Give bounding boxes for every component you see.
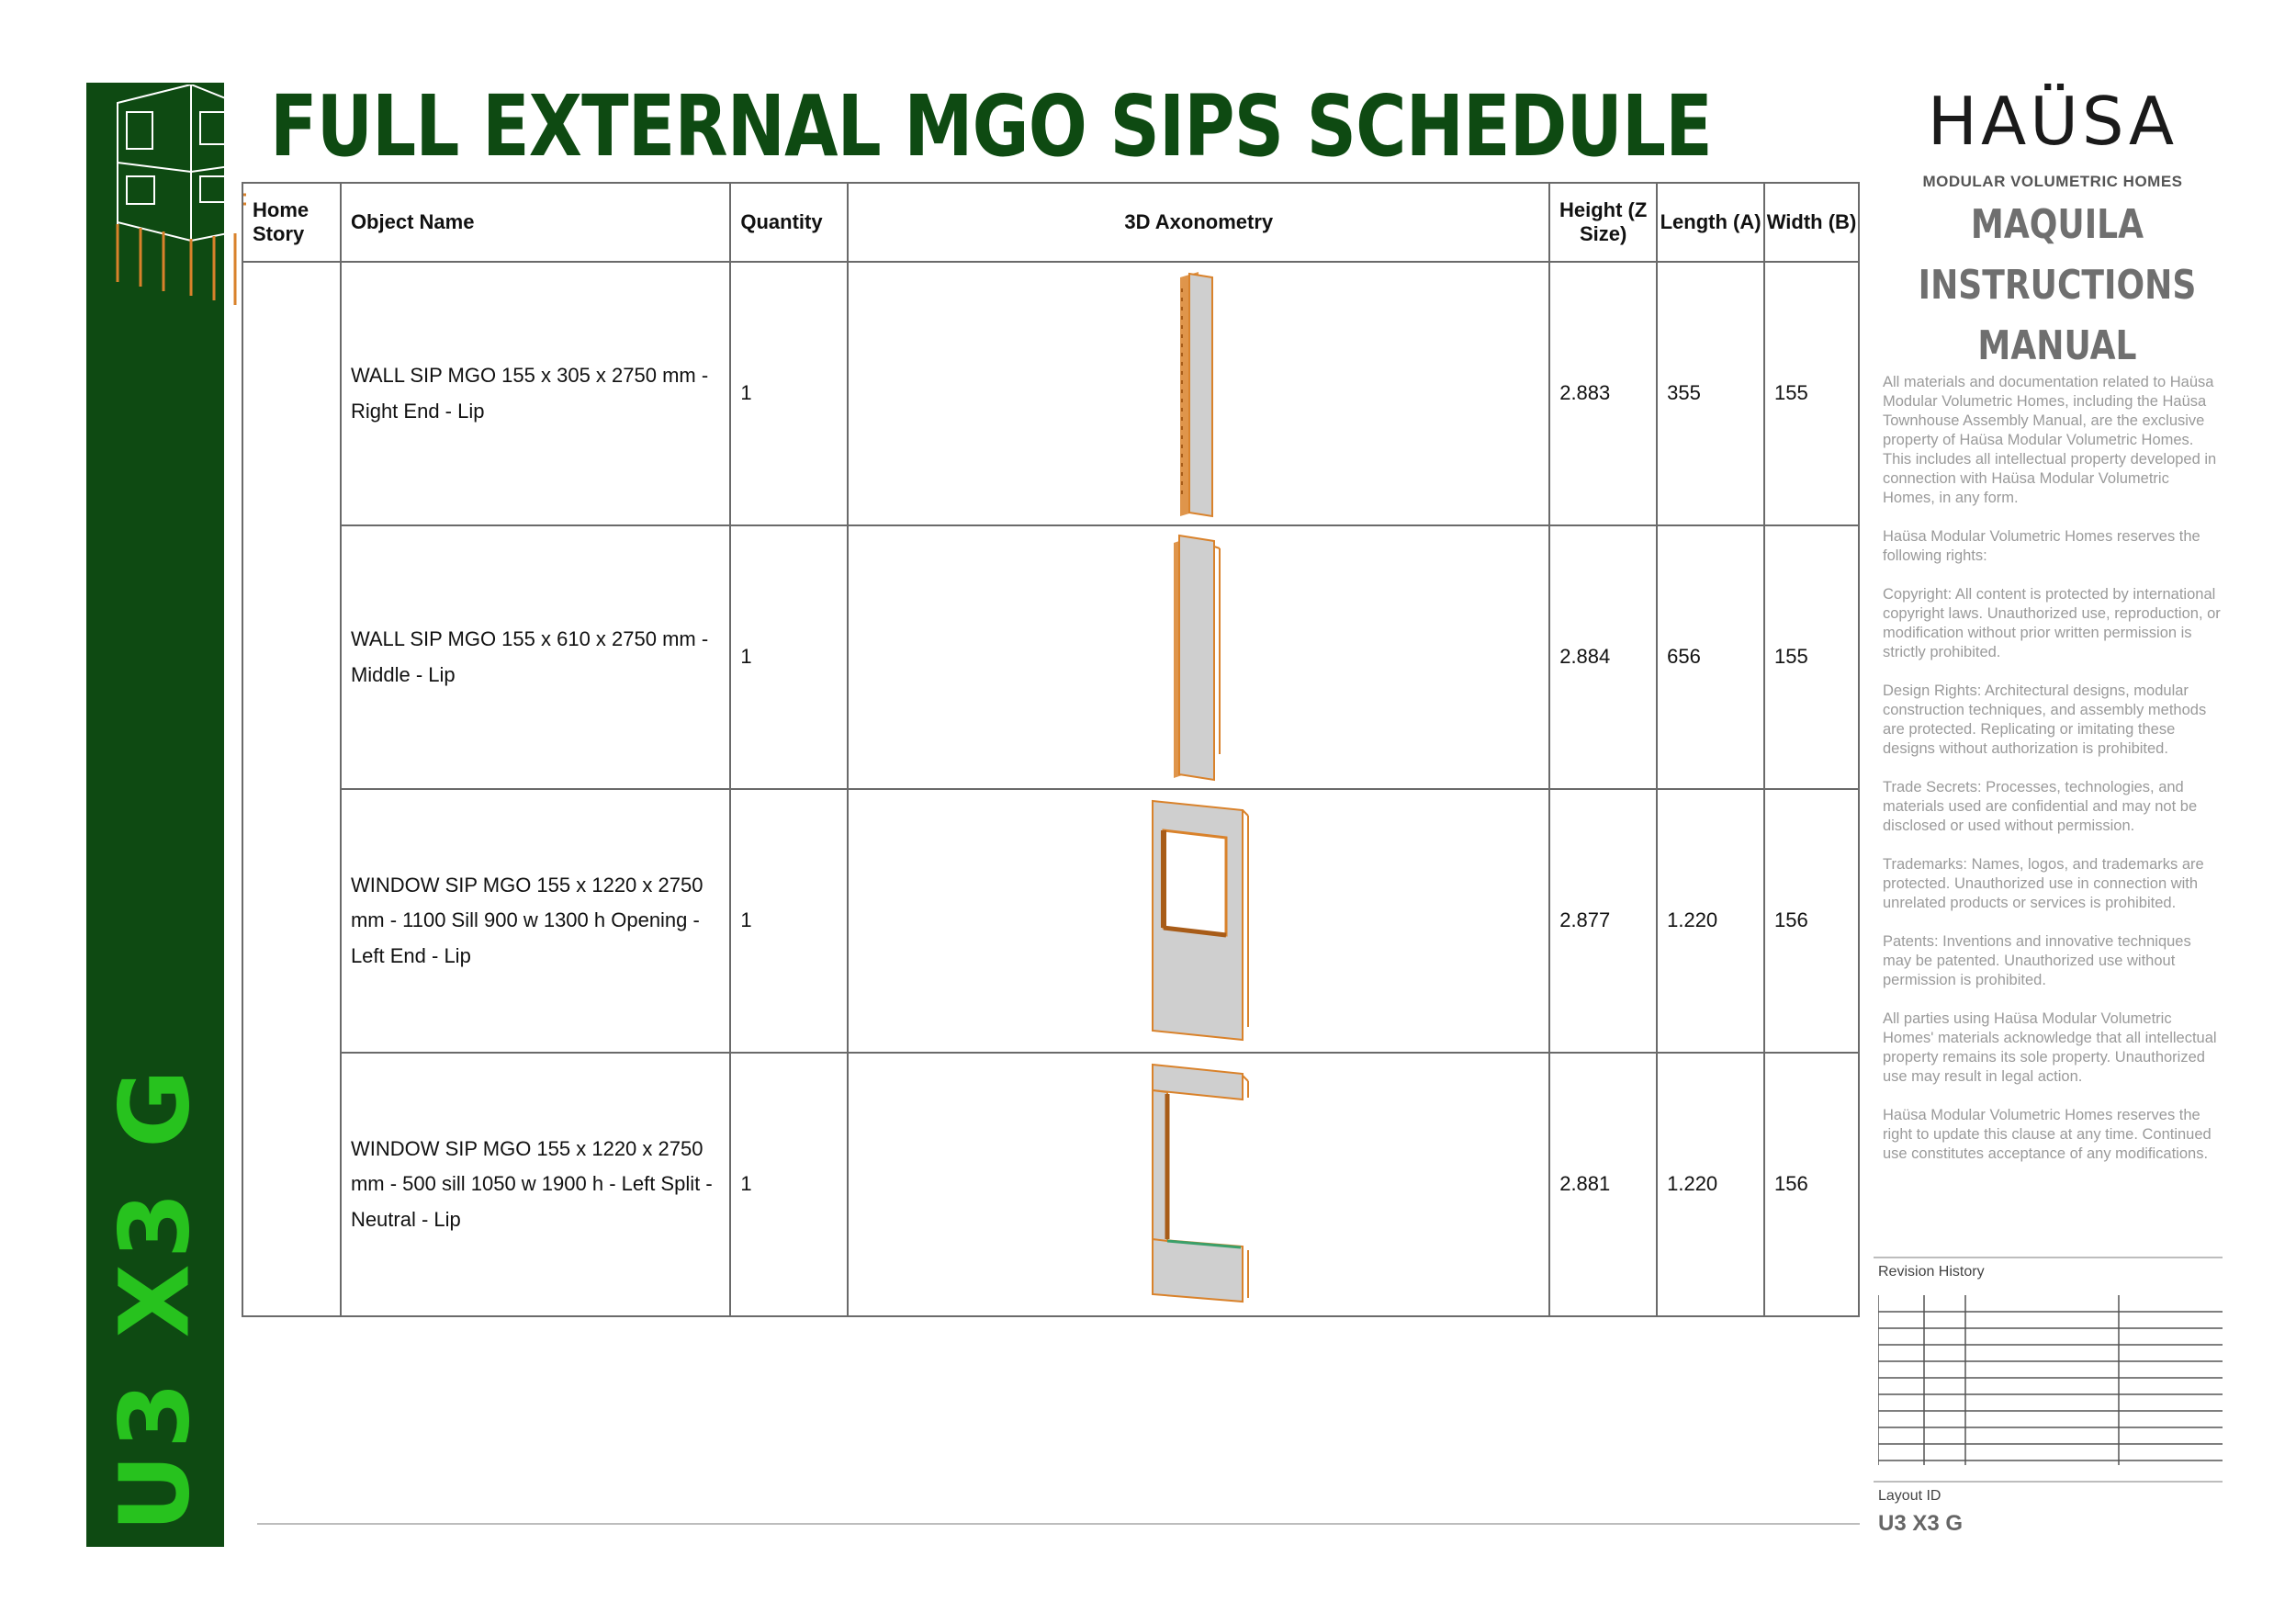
- axonometry-cell: [848, 1053, 1549, 1316]
- wall-panel-icon: [1157, 534, 1240, 782]
- quantity-cell: 1: [730, 1053, 848, 1316]
- header-quantity: Quantity: [730, 183, 848, 262]
- legal-paragraph: Copyright: All content is protected by international copyright laws. Unauthorized use, reproduction, or modification without prior written permission is strictly prohibited.: [1883, 586, 2221, 660]
- legal-paragraph: All parties using Haüsa Modular Volumetric Homes' materials acknowledge that all intellectual property remains its sole property. Unauthorized use may result in legal action.: [1883, 1010, 2217, 1085]
- header-object-name: Object Name: [341, 183, 730, 262]
- manual-title-line: MAQUILA: [1970, 201, 2144, 248]
- layout-id-label: Layout ID: [1878, 1488, 1941, 1504]
- page-title: FULL EXTERNAL MGO SIPS SCHEDULE: [270, 77, 1712, 175]
- revision-history-label: Revision History: [1878, 1264, 1985, 1280]
- table-row: [242, 262, 1859, 525]
- table-row: [242, 1053, 1859, 1316]
- header-axonometry: 3D Axonometry: [848, 183, 1549, 262]
- window-panel-icon: [1143, 1061, 1254, 1309]
- window-panel-icon: [1143, 797, 1254, 1045]
- wall-panel-icon: [1162, 270, 1235, 518]
- object-name-cell: WINDOW SIP MGO 155 x 1220 x 2750 mm - 500 sill 1050 w 1900 h - Left Split - Neutral - Lip: [341, 1053, 730, 1316]
- side-code: [86, 1056, 224, 1547]
- manual-title-line: MANUAL: [1977, 322, 2137, 369]
- home-story-cell: [242, 262, 341, 1316]
- height-cell: 2.883: [1549, 262, 1657, 525]
- width-cell: 155: [1764, 525, 1859, 789]
- length-cell: 656: [1657, 525, 1764, 789]
- length-cell: 355: [1657, 262, 1764, 525]
- legal-paragraph: All materials and documentation related to Haüsa Modular Volumetric Homes, including the Haüsa Townhouse Assembly Manual, are the exclusive property of Haüsa Modular Volumetric Homes. This includes all intellectual property developed in connection with Haüsa Modular Volumetric Homes, in any form.: [1883, 374, 2217, 506]
- legal-paragraph: Design Rights: Architectural designs, modular construction techniques, and assembly methods are protected. Replicating or imitating these designs without authorization is prohibited.: [1883, 682, 2207, 757]
- quantity-cell: 1: [730, 789, 848, 1053]
- length-cell: 1.220: [1657, 789, 1764, 1053]
- layout-id-value: U3 X3 G: [1878, 1511, 1964, 1536]
- brand-logo: [1864, 83, 2241, 191]
- layout-id-divider: [1874, 1481, 2223, 1483]
- header-home-story: Home Story: [242, 183, 341, 262]
- width-cell: 156: [1764, 789, 1859, 1053]
- header-width: Width (B): [1764, 183, 1859, 262]
- legal-paragraph: Haüsa Modular Volumetric Homes reserves the right to update this clause at any time. Continued use constitutes acceptance of any modifications.: [1883, 1107, 2212, 1162]
- side-code-text: U3 X3 G: [99, 1064, 212, 1532]
- quantity-cell: 1: [730, 525, 848, 789]
- sips-schedule-table: [242, 182, 1860, 1317]
- quantity-cell: 1: [730, 262, 848, 525]
- house-illustration-icon: [99, 85, 246, 314]
- bottom-divider: [257, 1523, 1860, 1525]
- header-height: Height (Z Size): [1549, 183, 1657, 262]
- object-name-cell: WINDOW SIP MGO 155 x 1220 x 2750 mm - 1100 Sill 900 w 1300 h Opening - Left End - Lip: [341, 789, 730, 1053]
- legal-paragraph: Trade Secrets: Processes, technologies, and materials used are confidential and may not be disclosed or used without permission.: [1883, 779, 2198, 834]
- axonometry-cell: [848, 262, 1549, 525]
- manual-title: [1907, 195, 2208, 377]
- legal-paragraph: Haüsa Modular Volumetric Homes reserves the following rights:: [1883, 528, 2200, 564]
- object-name-cell: WALL SIP MGO 155 x 610 x 2750 mm - Middle - Lip: [341, 525, 730, 789]
- table-row: [242, 789, 1859, 1053]
- width-cell: 155: [1764, 262, 1859, 525]
- table-row: [242, 525, 1859, 789]
- header-length: Length (A): [1657, 183, 1764, 262]
- manual-title-line: INSTRUCTIONS: [1918, 262, 2197, 309]
- height-cell: 2.884: [1549, 525, 1657, 789]
- object-name-cell: WALL SIP MGO 155 x 305 x 2750 mm - Right End - Lip: [341, 262, 730, 525]
- height-cell: 2.877: [1549, 789, 1657, 1053]
- revision-divider: [1874, 1257, 2223, 1258]
- table-header-row: [242, 183, 1859, 262]
- brand-name: HAÜSA: [1927, 83, 2178, 160]
- brand-subtitle: MODULAR VOLUMETRIC HOMES: [1922, 173, 2183, 190]
- axonometry-cell: [848, 789, 1549, 1053]
- revision-history-grid: [1878, 1295, 2223, 1479]
- legal-paragraph: Trademarks: Names, logos, and trademarks are protected. Unauthorized use in connection with unrelated products or services is prohibited.: [1883, 856, 2204, 911]
- axonometry-cell: [848, 525, 1549, 789]
- legal-paragraph: Patents: Inventions and innovative techniques may be patented. Unauthorized use without permission is prohibited.: [1883, 933, 2191, 988]
- length-cell: 1.220: [1657, 1053, 1764, 1316]
- legal-notice: [1883, 373, 2223, 1183]
- width-cell: 156: [1764, 1053, 1859, 1316]
- height-cell: 2.881: [1549, 1053, 1657, 1316]
